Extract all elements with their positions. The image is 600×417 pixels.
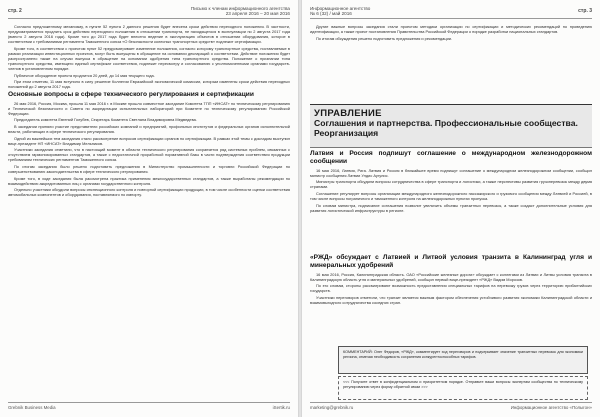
right-intro-text	[310, 24, 592, 100]
right-page-header	[310, 6, 592, 19]
paragraph: Кроме того, в ходе заседания была рассмотрена практика применения межгосударственных стандартов, а также выработаны рекомендации по взаимодействию аккредитованных лиц с органами государственного контроля.	[8, 175, 290, 186]
publication-name: Письмо к членам информационного агентства	[190, 6, 290, 11]
paragraph: Отдельно участники обсудили вопросы инспекционного контроля и повторной сертификации продукции, в том числе особенности оценки соответствия автомобильных компонентов и оборудования, поставляемого по импорту.	[8, 187, 290, 198]
left-page-number: стр. 2	[8, 8, 22, 14]
left-page-header	[8, 6, 290, 19]
banner-subtitle: Соглашения и партнерства. Профессиональные сообщества. Реорганизация	[314, 118, 578, 138]
paragraph: По его словам, стороны рассматривают возможность предоставления специальных тарифов на перевозку грузов через территорию прибалтийских государств.	[310, 283, 592, 294]
left-page-footer	[8, 402, 290, 411]
callout-text: <<< Получите ответ в конфиденциальном и приоритетном порядке. Отправьте ваши вопросы экспертам сообщества по техническому регулированию через форму обратной связи >>>	[343, 380, 583, 389]
left-body-text	[8, 24, 290, 199]
footer-brand: Grebnik Business Media	[8, 405, 56, 410]
article-heading: «РЖД» обсуждает с Латвией и Литвой условия транзита в Калининград угля и минеральных удобрений	[310, 254, 592, 269]
paragraph: В заседании приняли участие представители российских компаний и предприятий, профильных институтов и федеральных органов исполнительной власти, работающих в сфере технического регулирования.	[8, 123, 290, 134]
article-heading: Латвия и Россия подпишут соглашение о международном железнодорожном сообщении	[310, 150, 592, 165]
paragraph: 16 мая 2016, Латвия, Рига. Латвия и Россия в ближайшее время подпишут соглашение о международном железнодорожном сообщении, сообщил министр сообщения Латвии Улдис Аугулис.	[310, 167, 592, 178]
article-rzd	[310, 254, 592, 342]
paragraph: При этом отметим, 11 мая вступило в силу решение Коллегии Евразийской экономической комиссии, которым изменены сроки действия переходных положений до 2 августа 2017 года.	[8, 79, 290, 90]
paragraph: 16 мая 2016, Россия, Калининградская область. ОАО «Российские железные дороги» обсуждает с коллегами из Латвии и Литвы условия транзита в Калининградскую область угля и минеральных удобрений, сообщил первый вице-президент «РЖД» Вадим Морозов.	[310, 271, 592, 282]
banner-title: УПРАВЛЕНИЕ	[314, 108, 382, 119]
right-page-publication	[310, 6, 370, 17]
section-heading: Основные вопросы в сфере технического регулирования и сертификации	[8, 90, 254, 98]
publication-issue: № 6 (32) / май 2016	[310, 11, 352, 17]
right-page-number: стр. 3	[578, 8, 592, 14]
feedback-callout[interactable]	[338, 376, 588, 400]
comment-text: КОММЕНТАРИЙ: Олег Федоров, «РЖД», комментирует ход переговоров и подчеркивает значение транзитных перевозок для экономики региона, отмечая необходимость сохранения конкурентоспособных тарифов.	[343, 350, 583, 359]
right-page	[302, 0, 600, 417]
paragraph: Председатель комитета Евгений Голубев, Секретарь Комитета Светлана Владимировна Медведева.	[14, 117, 197, 123]
footer-site-link[interactable]: iSertik.ru	[272, 405, 290, 410]
footer-agency: Информационное агентство «Полыгон»	[510, 405, 592, 410]
section-banner	[310, 104, 592, 148]
left-page-publication	[191, 6, 290, 17]
right-page-footer	[310, 402, 592, 411]
paragraph: Другие важные вопросы заседания стали проектом методики организации по сертификации и методических рекомендаций по проведению идентификации, а также проект постановления Правительства Российской Федерации о порядке разработки национальных стандартов.	[310, 24, 592, 35]
article-latvia	[310, 150, 592, 250]
paragraph: Участники переговоров отметили, что транзит является важным фактором обеспечения устойчивого развития экономики Калининградской области и взаимовыгодного сотрудничества соседних стран.	[310, 294, 592, 306]
paragraph: По словам министра, подписание соглашения позволит увеличить объемы транзитных перевозок, а также создаст дополнительные условия для развития логистической инфраструктуры в регионе.	[310, 202, 592, 213]
paragraph: Одной из важнейших тем заседания стало рассмотрение вопросов сертификации органов по сертификации. В рамках этой темы с докладом выступил вице-президент НП «ИНСАТ» Владимир Мельников.	[8, 135, 290, 146]
paragraph: 26 мая 2016, Россия, Москва, прошла 11 мая 2016 г. в Москве прошло совместное заседание Комитета ТПП «ИНСАТ» по техническому регулированию и Технической безопасности и Совета по аккредитации испытательных лабораторий при Комитете по техническому регулированию Российской Федерации.	[8, 100, 290, 116]
paragraph: Министры транспорта обсудили вопросы сотрудничества в сфере транспорта и логистики, а также перспективы развития грузоперевозок между двумя странами.	[310, 179, 592, 190]
publication-name: Информационное агентство	[310, 6, 371, 11]
paragraph: Согласно предложенному механизму, в пункте 52 пункта 2 данного решения будет внесена сроки действия переходного положения. В частности, предусматривается продлить срок действия переходного положения в отношении транспорта, не находящегося в эксплуатации по 2 августа 2017 года (вместо 2 августа 2016 года). Кроме того до 2017 года будет внесено ведение в эксплуатацию объектов в отношении оборудования, которое в соответствии с требованиями регламента Таможенного союза «О безопасности колесных транспортных средств» подлежит сертификации.	[8, 24, 290, 45]
publication-dates: 23 апреля 2016 – 20 мая 2016	[225, 11, 290, 17]
paragraph: По итогам обсуждения решено подготовить предложения и рекомендации.	[316, 35, 453, 41]
paragraph: По итогам заседания было решено подготовить предложения в Министерство промышленности и торговли Российской Федерации по совершенствованию законодательства в сфере технического регулирования.	[8, 164, 290, 175]
paragraph: Соглашение регулирует вопросы организации международного железнодорожного пассажирского и грузового сообщения между Латвией и Россией, в том числе вопросы пограничного и таможенного контроля на железнодорожных пунктах пропуска.	[310, 190, 592, 202]
left-page	[0, 0, 298, 417]
paragraph: Кроме того, в соответствии с проектом пункт 52 предусматривает изменение положения, согласно которому транспортные средства, поставляемые в рамках реализации инвестиционных проектов, могут быть выпущены в обращение на основании деклараций о соответствии. Действие положения будет распространено также на случаи выпуска в обращение на основании одобрения типа транспортного средства. Положение о признании типа транспортного средства, имеющего единый сертификат соответствия, подлежит пересмотру и согласованию с уполномоченными органами государств-членов в установленном порядке.	[8, 45, 290, 71]
paragraph: Публичное обсуждение проекта продлится 20 дней, до 14 мая текущего года.	[14, 72, 155, 78]
footer-email-link[interactable]: marketing@grebnik.ru	[310, 405, 354, 410]
paragraph: Участники заседания отметили, что в настоящий момент в области технического регулирования сохраняется ряд системных проблем, связанных с отсутствием гармонизированных стандартов, а также с недостаточной проработкой нормативной базы в части подтверждения соответствия продукции требованиям технических регламентов Таможенного союза.	[8, 147, 290, 163]
comment-box	[338, 346, 588, 374]
